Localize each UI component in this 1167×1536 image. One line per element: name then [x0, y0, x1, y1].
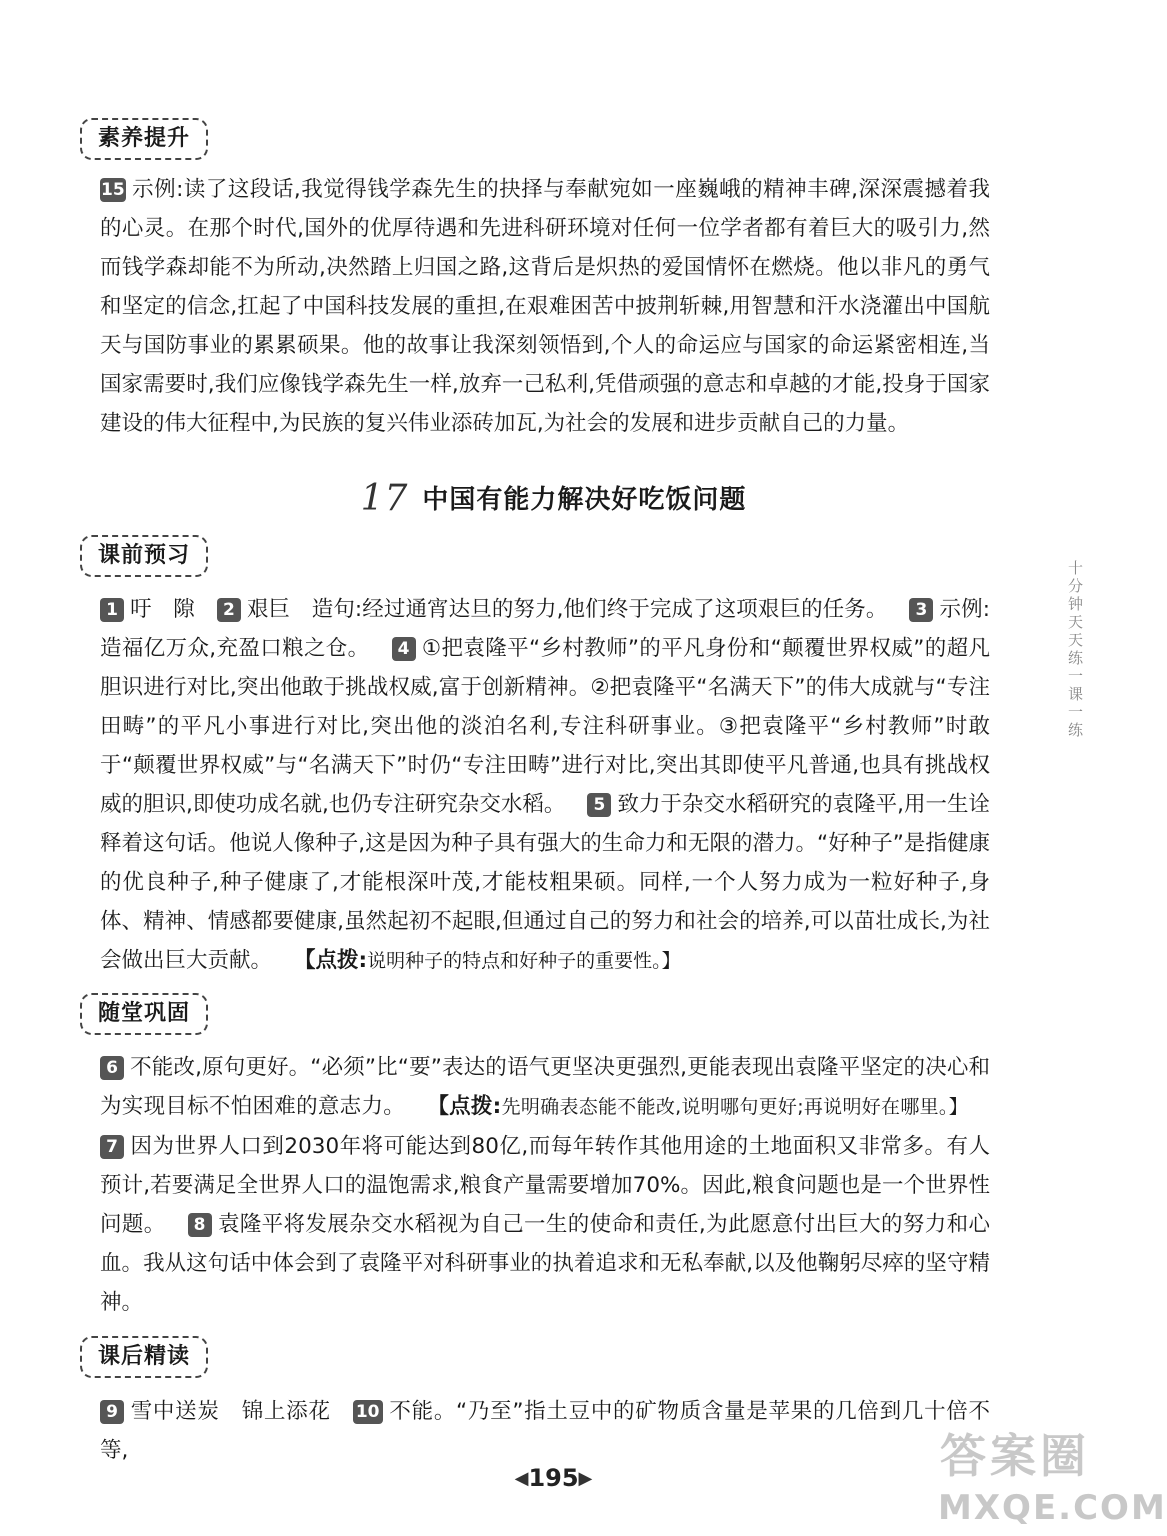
question-number-1: 1	[100, 598, 124, 622]
answer-15-text: 示例:读了这段话,我觉得钱学森先生的抉择与奉献宛如一座巍峨的精神丰碑,深深震撼着我的心灵。在那个时代,国外的优厚待遇和先进科研环境对任何一位学者都有着巨大的吸引力,然而钱学森却能不为所动,决然踏上归国之路,这背后是炽热的爱国情怀在燃烧。他以非凡的勇气和坚定的信念,扛起了中国科技发展的重担,在艰难困苦中披荆斩棘,用智慧和汗水浇灌出中国航天与国防事业的累累硕果。他的故事让我深刻领悟到,个人的命运应与国家的命运紧密相连,当国家需要时,我们应像钱学森先生一样,放弃一己私利,凭借顽强的意志和卓越的才能,投身于国家建设的伟大征程中,为民族的复兴伟业添砖加瓦,为社会的发展和进步贡献自己的力量。	[100, 177, 990, 436]
question-number-6: 6	[100, 1056, 124, 1080]
reading-answers	[100, 1392, 990, 1470]
question-number-5: 5	[587, 793, 611, 817]
tip-5-text: 说明种子的特点和好种子的重要性。】	[367, 950, 681, 972]
section-label-preview: 课前预习	[80, 535, 208, 577]
watermark-logo	[930, 1420, 1167, 1530]
page-number-text: 195	[528, 1464, 579, 1492]
triangle-left-icon: ◀	[514, 1468, 529, 1489]
answer-9-text: 雪中送炭 锦上添花	[130, 1399, 331, 1424]
watermark-top-text: 答案圈	[940, 1429, 1090, 1483]
watermark-bottom-text: MXQE.COM	[938, 1488, 1167, 1528]
side-series-note: 十分钟天天练一课一练	[1066, 560, 1084, 740]
question-number-15: 15	[101, 180, 125, 200]
consolidate-answers	[100, 1048, 990, 1322]
answer-7-text: 因为世界人口到2030年将可能达到80亿,而每年转作其他用途的土地面积又非常多。有人预计,若要满足全世界人口的温饱需求,粮食产量需要增加70%。因此,粮食问题也是一个世界性问题。	[100, 1134, 990, 1237]
question-number-2: 2	[217, 598, 241, 622]
lesson-number: 17	[360, 478, 409, 519]
lesson-title: 中国有能力解决好吃饭问题	[422, 485, 747, 515]
answer-4-text: ①把袁隆平“乡村教师”的平凡身份和“颠覆世界权威”的超凡胆识进行对比,突出他敢于挑战权威,富于创新精神。②把袁隆平“名满天下”的伟大成就与“专注田畴”的平凡小事进行对比,突出他的淡泊名利,专注科研事业。③把袁隆平“乡村教师”时敢于“颠覆世界权威”与“名满天下”时仍“专注田畴”进行对比,突出其即使平凡普通,也具有挑战权威的胆识,即使功成名就,也仍专注研究杂交水稻。	[100, 636, 990, 817]
section-label-suyang: 素养提升	[80, 118, 208, 160]
answer-15-paragraph	[100, 170, 990, 443]
answer-2-text: 艰巨 造句:经过通宵达旦的努力,他们终于完成了这项艰巨的任务。	[246, 597, 888, 622]
answer-6-text: 不能改,原句更好。“必须”比“要”表达的语气更坚决更强烈,更能表现出袁隆平坚定的决心和为实现目标不怕困难的意志力。	[100, 1055, 990, 1119]
question-number-8: 8	[188, 1213, 212, 1237]
preview-answers	[100, 590, 990, 981]
question-number-4: 4	[392, 637, 416, 661]
section-label-reading: 课后精读	[80, 1336, 208, 1378]
lesson-heading	[0, 478, 1107, 519]
answer-1-text: 吁 隙	[130, 597, 195, 622]
answer-3-text: 示例:造福亿万众,充盈口粮之仓。	[100, 597, 990, 661]
tip-label-6: 【点拨:	[427, 1094, 502, 1119]
answer-10-text: 不能。“乃至”指土豆中的矿物质含量是苹果的几倍到几十倍不等,	[100, 1399, 990, 1463]
question-number-10: 10	[353, 1400, 383, 1424]
question-number-9: 9	[100, 1400, 124, 1424]
answer-5-text: 致力于杂交水稻研究的袁隆平,用一生诠释着这句话。他说人像种子,这是因为种子具有强大的生命力和无限的潜力。“好种子”是指健康的优良种子,种子健康了,才能根深叶茂,才能枝粗果硕。同样,一个人努力成为一粒好种子,身体、精神、情感都要健康,虽然起初不起眼,但通过自己的努力和社会的培养,可以苗壮成长,为社会做出巨大贡献。	[100, 792, 991, 973]
question-number-3: 3	[909, 598, 933, 622]
triangle-right-icon: ▶	[578, 1468, 593, 1489]
tip-6-text: 先明确表态能不能改,说明哪句更好;再说明好在哪里。】	[501, 1096, 968, 1118]
question-number-7: 7	[100, 1135, 124, 1159]
answer-8-text: 袁隆平将发展杂交水稻视为自己一生的使命和责任,为此愿意付出巨大的努力和心血。我从这句话中体会到了袁隆平对科研事业的执着追求和无私奉献,以及他鞠躬尽瘁的坚守精神。	[100, 1212, 990, 1315]
section-label-consolidate: 随堂巩固	[80, 993, 208, 1035]
tip-label-5: 【点拨:	[294, 948, 368, 973]
